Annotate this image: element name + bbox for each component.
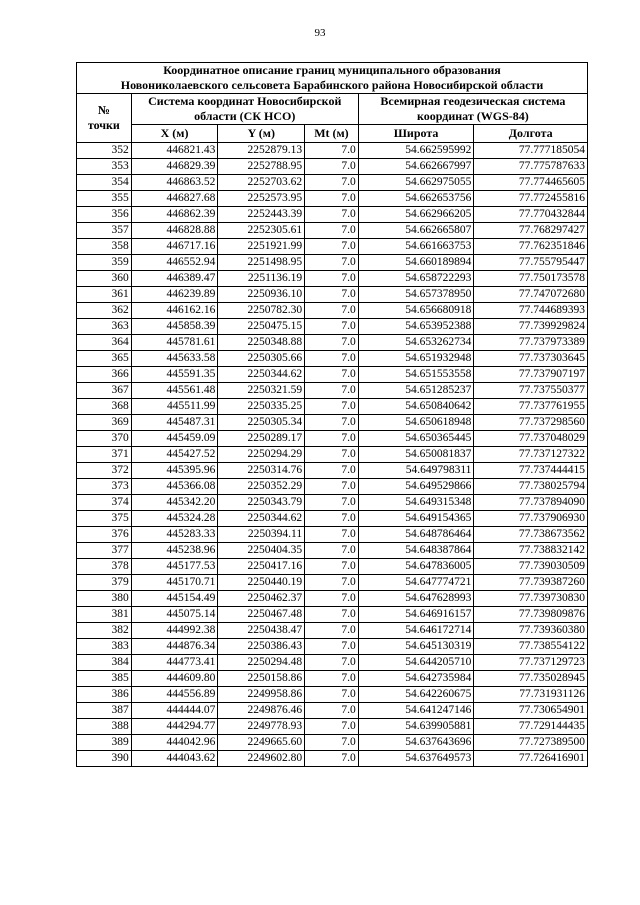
longitude-cell: 77.737127322 (474, 447, 588, 463)
point-number-cell: 383 (77, 639, 132, 655)
longitude-cell: 77.770432844 (474, 207, 588, 223)
y-cell: 2251921.99 (218, 239, 305, 255)
point-number-cell: 357 (77, 223, 132, 239)
table-body (77, 143, 588, 767)
longitude-cell: 77.737048029 (474, 431, 588, 447)
y-cell: 2250343.79 (218, 495, 305, 511)
y-cell: 2250404.35 (218, 543, 305, 559)
point-number-cell: 369 (77, 415, 132, 431)
x-cell: 445633.58 (131, 351, 218, 367)
y-cell: 2250344.62 (218, 511, 305, 527)
latitude-cell: 54.650081837 (358, 447, 474, 463)
point-number-cell: 356 (77, 207, 132, 223)
point-number-cell: 386 (77, 687, 132, 703)
y-cell: 2249665.60 (218, 735, 305, 751)
x-cell: 446717.16 (131, 239, 218, 255)
longitude-cell: 77.737906930 (474, 511, 588, 527)
point-number-cell: 370 (77, 431, 132, 447)
point-number-cell: 385 (77, 671, 132, 687)
x-cell: 444556.89 (131, 687, 218, 703)
latitude-cell: 54.653262734 (358, 335, 474, 351)
point-number-cell: 373 (77, 479, 132, 495)
x-cell: 446239.89 (131, 287, 218, 303)
longitude-cell: 77.738554122 (474, 639, 588, 655)
point-number-cell: 355 (77, 191, 132, 207)
mt-cell: 7.0 (305, 607, 359, 623)
longitude-cell: 77.768297427 (474, 223, 588, 239)
point-number-cell: 367 (77, 383, 132, 399)
table-row (77, 223, 588, 239)
table-row (77, 751, 588, 767)
y-cell: 2250305.34 (218, 415, 305, 431)
point-number-cell: 388 (77, 719, 132, 735)
title-row (77, 63, 588, 94)
mt-cell: 7.0 (305, 383, 359, 399)
y-cell: 2252703.62 (218, 175, 305, 191)
latitude-cell: 54.651285237 (358, 383, 474, 399)
point-number-cell: 389 (77, 735, 132, 751)
latitude-cell: 54.661663753 (358, 239, 474, 255)
column-header-row (77, 125, 588, 143)
table-title-line2: Новониколаевского сельсовета Барабинского района Новосибирской области (120, 78, 544, 92)
x-cell: 444043.62 (131, 751, 218, 767)
y-cell: 2249778.93 (218, 719, 305, 735)
table-row (77, 207, 588, 223)
longitude-cell: 77.726416901 (474, 751, 588, 767)
x-cell: 445427.52 (131, 447, 218, 463)
coordinates-table (76, 62, 588, 767)
x-cell: 445858.39 (131, 319, 218, 335)
x-cell: 444609.80 (131, 671, 218, 687)
table-row (77, 511, 588, 527)
x-cell: 446162.16 (131, 303, 218, 319)
x-cell: 445283.33 (131, 527, 218, 543)
latitude-cell: 54.650365445 (358, 431, 474, 447)
mt-cell: 7.0 (305, 559, 359, 575)
point-number-cell: 376 (77, 527, 132, 543)
latitude-cell: 54.662665807 (358, 223, 474, 239)
y-cell: 2249876.46 (218, 703, 305, 719)
x-cell: 444294.77 (131, 719, 218, 735)
column-header-y: Y (м) (218, 125, 305, 143)
x-cell: 445459.09 (131, 431, 218, 447)
longitude-cell: 77.750173578 (474, 271, 588, 287)
latitude-cell: 54.646916157 (358, 607, 474, 623)
table-row (77, 351, 588, 367)
longitude-cell: 77.738025794 (474, 479, 588, 495)
latitude-cell: 54.660189894 (358, 255, 474, 271)
mt-cell: 7.0 (305, 191, 359, 207)
x-cell: 445324.28 (131, 511, 218, 527)
point-number-cell: 364 (77, 335, 132, 351)
point-number-cell: 368 (77, 399, 132, 415)
y-cell: 2250348.88 (218, 335, 305, 351)
latitude-cell: 54.649315348 (358, 495, 474, 511)
longitude-cell: 77.731931126 (474, 687, 588, 703)
table-row (77, 447, 588, 463)
x-cell: 445342.20 (131, 495, 218, 511)
x-cell: 444992.38 (131, 623, 218, 639)
table-row (77, 495, 588, 511)
mt-cell: 7.0 (305, 335, 359, 351)
point-number-cell: 361 (77, 287, 132, 303)
x-cell: 445395.96 (131, 463, 218, 479)
table-row (77, 527, 588, 543)
point-number-cell: 384 (77, 655, 132, 671)
y-cell: 2250438.47 (218, 623, 305, 639)
y-cell: 2252573.95 (218, 191, 305, 207)
point-number-cell: 378 (77, 559, 132, 575)
table-row (77, 687, 588, 703)
point-number-cell: 354 (77, 175, 132, 191)
longitude-cell: 77.775787633 (474, 159, 588, 175)
table-row (77, 431, 588, 447)
table-row (77, 239, 588, 255)
longitude-cell: 77.772455816 (474, 191, 588, 207)
longitude-cell: 77.737550377 (474, 383, 588, 399)
mt-cell: 7.0 (305, 575, 359, 591)
mt-cell: 7.0 (305, 511, 359, 527)
table-row (77, 255, 588, 271)
nso-system-header: Система координат Новосибирской области (СК НСО) (131, 94, 358, 125)
mt-cell: 7.0 (305, 159, 359, 175)
y-cell: 2252879.13 (218, 143, 305, 159)
y-cell: 2250305.66 (218, 351, 305, 367)
point-number-cell: 374 (77, 495, 132, 511)
longitude-cell: 77.737444415 (474, 463, 588, 479)
x-cell: 446821.43 (131, 143, 218, 159)
latitude-cell: 54.662975055 (358, 175, 474, 191)
y-cell: 2250294.48 (218, 655, 305, 671)
table-row (77, 591, 588, 607)
y-cell: 2250352.29 (218, 479, 305, 495)
x-cell: 444042.96 (131, 735, 218, 751)
mt-cell: 7.0 (305, 287, 359, 303)
mt-cell: 7.0 (305, 591, 359, 607)
longitude-cell: 77.739929824 (474, 319, 588, 335)
x-cell: 444444.07 (131, 703, 218, 719)
x-cell: 446552.94 (131, 255, 218, 271)
mt-cell: 7.0 (305, 671, 359, 687)
longitude-cell: 77.739360380 (474, 623, 588, 639)
point-number-cell: 363 (77, 319, 132, 335)
longitude-cell: 77.739387260 (474, 575, 588, 591)
y-cell: 2250314.76 (218, 463, 305, 479)
y-cell: 2250344.62 (218, 367, 305, 383)
point-number-symbol: № (97, 103, 110, 117)
point-number-cell: 360 (77, 271, 132, 287)
mt-cell: 7.0 (305, 175, 359, 191)
table-row (77, 655, 588, 671)
latitude-cell: 54.648387864 (358, 543, 474, 559)
y-cell: 2252443.39 (218, 207, 305, 223)
mt-cell: 7.0 (305, 431, 359, 447)
x-cell: 446862.39 (131, 207, 218, 223)
table-row (77, 639, 588, 655)
mt-cell: 7.0 (305, 655, 359, 671)
latitude-cell: 54.653952388 (358, 319, 474, 335)
longitude-cell: 77.744689393 (474, 303, 588, 319)
x-cell: 445170.71 (131, 575, 218, 591)
x-cell: 445238.96 (131, 543, 218, 559)
point-number-cell: 353 (77, 159, 132, 175)
latitude-cell: 54.646172714 (358, 623, 474, 639)
latitude-cell: 54.651553558 (358, 367, 474, 383)
mt-cell: 7.0 (305, 415, 359, 431)
table-row (77, 575, 588, 591)
mt-cell: 7.0 (305, 527, 359, 543)
latitude-cell: 54.650618948 (358, 415, 474, 431)
longitude-cell: 77.739030509 (474, 559, 588, 575)
longitude-cell: 77.729144435 (474, 719, 588, 735)
point-number-label: точки (87, 118, 120, 132)
mt-cell: 7.0 (305, 703, 359, 719)
longitude-cell: 77.738673562 (474, 527, 588, 543)
point-number-cell: 359 (77, 255, 132, 271)
mt-cell: 7.0 (305, 719, 359, 735)
latitude-cell: 54.647836005 (358, 559, 474, 575)
point-number-header (77, 94, 132, 143)
longitude-cell: 77.737973389 (474, 335, 588, 351)
x-cell: 445781.61 (131, 335, 218, 351)
x-cell: 445591.35 (131, 367, 218, 383)
mt-cell: 7.0 (305, 271, 359, 287)
x-cell: 444773.41 (131, 655, 218, 671)
longitude-cell: 77.762351846 (474, 239, 588, 255)
point-number-cell: 390 (77, 751, 132, 767)
longitude-cell: 77.737129723 (474, 655, 588, 671)
y-cell: 2252305.61 (218, 223, 305, 239)
point-number-cell: 371 (77, 447, 132, 463)
mt-cell: 7.0 (305, 639, 359, 655)
y-cell: 2249958.86 (218, 687, 305, 703)
mt-cell: 7.0 (305, 495, 359, 511)
x-cell: 445487.31 (131, 415, 218, 431)
table-row (77, 607, 588, 623)
y-cell: 2250936.10 (218, 287, 305, 303)
y-cell: 2250294.29 (218, 447, 305, 463)
table-row (77, 703, 588, 719)
latitude-cell: 54.656680918 (358, 303, 474, 319)
latitude-cell: 54.647774721 (358, 575, 474, 591)
mt-cell: 7.0 (305, 239, 359, 255)
point-number-cell: 377 (77, 543, 132, 559)
mt-cell: 7.0 (305, 207, 359, 223)
column-header-latitude: Широта (358, 125, 474, 143)
x-cell: 445154.49 (131, 591, 218, 607)
latitude-cell: 54.647628993 (358, 591, 474, 607)
mt-cell: 7.0 (305, 319, 359, 335)
table-row (77, 399, 588, 415)
y-cell: 2250417.16 (218, 559, 305, 575)
latitude-cell: 54.650840642 (358, 399, 474, 415)
mt-cell: 7.0 (305, 463, 359, 479)
y-cell: 2250158.86 (218, 671, 305, 687)
y-cell: 2250440.19 (218, 575, 305, 591)
table-row (77, 415, 588, 431)
y-cell: 2250335.25 (218, 399, 305, 415)
longitude-cell: 77.737298560 (474, 415, 588, 431)
longitude-cell: 77.738832142 (474, 543, 588, 559)
latitude-cell: 54.662667997 (358, 159, 474, 175)
x-cell: 446828.88 (131, 223, 218, 239)
latitude-cell: 54.644205710 (358, 655, 474, 671)
point-number-cell: 375 (77, 511, 132, 527)
mt-cell: 7.0 (305, 367, 359, 383)
table-row (77, 543, 588, 559)
latitude-cell: 54.642735984 (358, 671, 474, 687)
latitude-cell: 54.657378950 (358, 287, 474, 303)
latitude-cell: 54.649798311 (358, 463, 474, 479)
longitude-cell: 77.727389500 (474, 735, 588, 751)
y-cell: 2250289.17 (218, 431, 305, 447)
longitude-cell: 77.747072680 (474, 287, 588, 303)
latitude-cell: 54.662653756 (358, 191, 474, 207)
y-cell: 2251136.19 (218, 271, 305, 287)
mt-cell: 7.0 (305, 223, 359, 239)
mt-cell: 7.0 (305, 447, 359, 463)
x-cell: 445075.14 (131, 607, 218, 623)
wgs84-system-header: Всемирная геодезическая система координат (WGS-84) (358, 94, 587, 125)
column-header-mt: Mt (м) (305, 125, 359, 143)
point-number-cell: 379 (77, 575, 132, 591)
y-cell: 2250462.37 (218, 591, 305, 607)
table-row (77, 463, 588, 479)
x-cell: 444876.34 (131, 639, 218, 655)
table-row (77, 303, 588, 319)
column-header-x: X (м) (131, 125, 218, 143)
table-row (77, 319, 588, 335)
latitude-cell: 54.649154365 (358, 511, 474, 527)
longitude-cell: 77.737907197 (474, 367, 588, 383)
table-row (77, 143, 588, 159)
latitude-cell: 54.639905881 (358, 719, 474, 735)
point-number-cell: 382 (77, 623, 132, 639)
longitude-cell: 77.737894090 (474, 495, 588, 511)
y-cell: 2252788.95 (218, 159, 305, 175)
mt-cell: 7.0 (305, 351, 359, 367)
point-number-cell: 380 (77, 591, 132, 607)
table-row (77, 191, 588, 207)
mt-cell: 7.0 (305, 543, 359, 559)
table-row (77, 271, 588, 287)
page-number: 93 (314, 27, 326, 39)
table-row (77, 159, 588, 175)
longitude-cell: 77.730654901 (474, 703, 588, 719)
table-row (77, 671, 588, 687)
longitude-cell: 77.774465605 (474, 175, 588, 191)
latitude-cell: 54.642260675 (358, 687, 474, 703)
point-number-cell: 366 (77, 367, 132, 383)
y-cell: 2250782.30 (218, 303, 305, 319)
point-number-cell: 365 (77, 351, 132, 367)
y-cell: 2250321.59 (218, 383, 305, 399)
latitude-cell: 54.637649573 (358, 751, 474, 767)
point-number-cell: 362 (77, 303, 132, 319)
table-row (77, 383, 588, 399)
mt-cell: 7.0 (305, 479, 359, 495)
y-cell: 2249602.80 (218, 751, 305, 767)
x-cell: 445177.53 (131, 559, 218, 575)
latitude-cell: 54.641247146 (358, 703, 474, 719)
x-cell: 446389.47 (131, 271, 218, 287)
latitude-cell: 54.662966205 (358, 207, 474, 223)
point-number-cell: 381 (77, 607, 132, 623)
table-row (77, 719, 588, 735)
longitude-cell: 77.755795447 (474, 255, 588, 271)
y-cell: 2250386.43 (218, 639, 305, 655)
y-cell: 2250394.11 (218, 527, 305, 543)
table-row (77, 367, 588, 383)
mt-cell: 7.0 (305, 303, 359, 319)
table-row (77, 559, 588, 575)
point-number-cell: 358 (77, 239, 132, 255)
latitude-cell: 54.645130319 (358, 639, 474, 655)
latitude-cell: 54.662595992 (358, 143, 474, 159)
table-title (77, 63, 588, 94)
table-title-line1: Координатное описание границ муниципального образования (163, 63, 501, 77)
longitude-cell: 77.737761955 (474, 399, 588, 415)
point-number-cell: 352 (77, 143, 132, 159)
latitude-cell: 54.651932948 (358, 351, 474, 367)
table-row (77, 735, 588, 751)
x-cell: 445366.08 (131, 479, 218, 495)
table-row (77, 175, 588, 191)
mt-cell: 7.0 (305, 751, 359, 767)
point-number-cell: 372 (77, 463, 132, 479)
table-row (77, 479, 588, 495)
mt-cell: 7.0 (305, 255, 359, 271)
mt-cell: 7.0 (305, 623, 359, 639)
latitude-cell: 54.637643696 (358, 735, 474, 751)
mt-cell: 7.0 (305, 143, 359, 159)
mt-cell: 7.0 (305, 735, 359, 751)
x-cell: 445511.99 (131, 399, 218, 415)
longitude-cell: 77.739809876 (474, 607, 588, 623)
latitude-cell: 54.658722293 (358, 271, 474, 287)
latitude-cell: 54.649529866 (358, 479, 474, 495)
table-row (77, 335, 588, 351)
latitude-cell: 54.648786464 (358, 527, 474, 543)
longitude-cell: 77.777185054 (474, 143, 588, 159)
x-cell: 446829.39 (131, 159, 218, 175)
longitude-cell: 77.739730830 (474, 591, 588, 607)
y-cell: 2250475.15 (218, 319, 305, 335)
mt-cell: 7.0 (305, 687, 359, 703)
y-cell: 2250467.48 (218, 607, 305, 623)
mt-cell: 7.0 (305, 399, 359, 415)
point-number-cell: 387 (77, 703, 132, 719)
column-header-longitude: Долгота (474, 125, 588, 143)
table-row (77, 287, 588, 303)
group-header-row (77, 94, 588, 125)
longitude-cell: 77.735028945 (474, 671, 588, 687)
y-cell: 2251498.95 (218, 255, 305, 271)
table-row (77, 623, 588, 639)
longitude-cell: 77.737303645 (474, 351, 588, 367)
x-cell: 445561.48 (131, 383, 218, 399)
x-cell: 446827.68 (131, 191, 218, 207)
x-cell: 446863.52 (131, 175, 218, 191)
